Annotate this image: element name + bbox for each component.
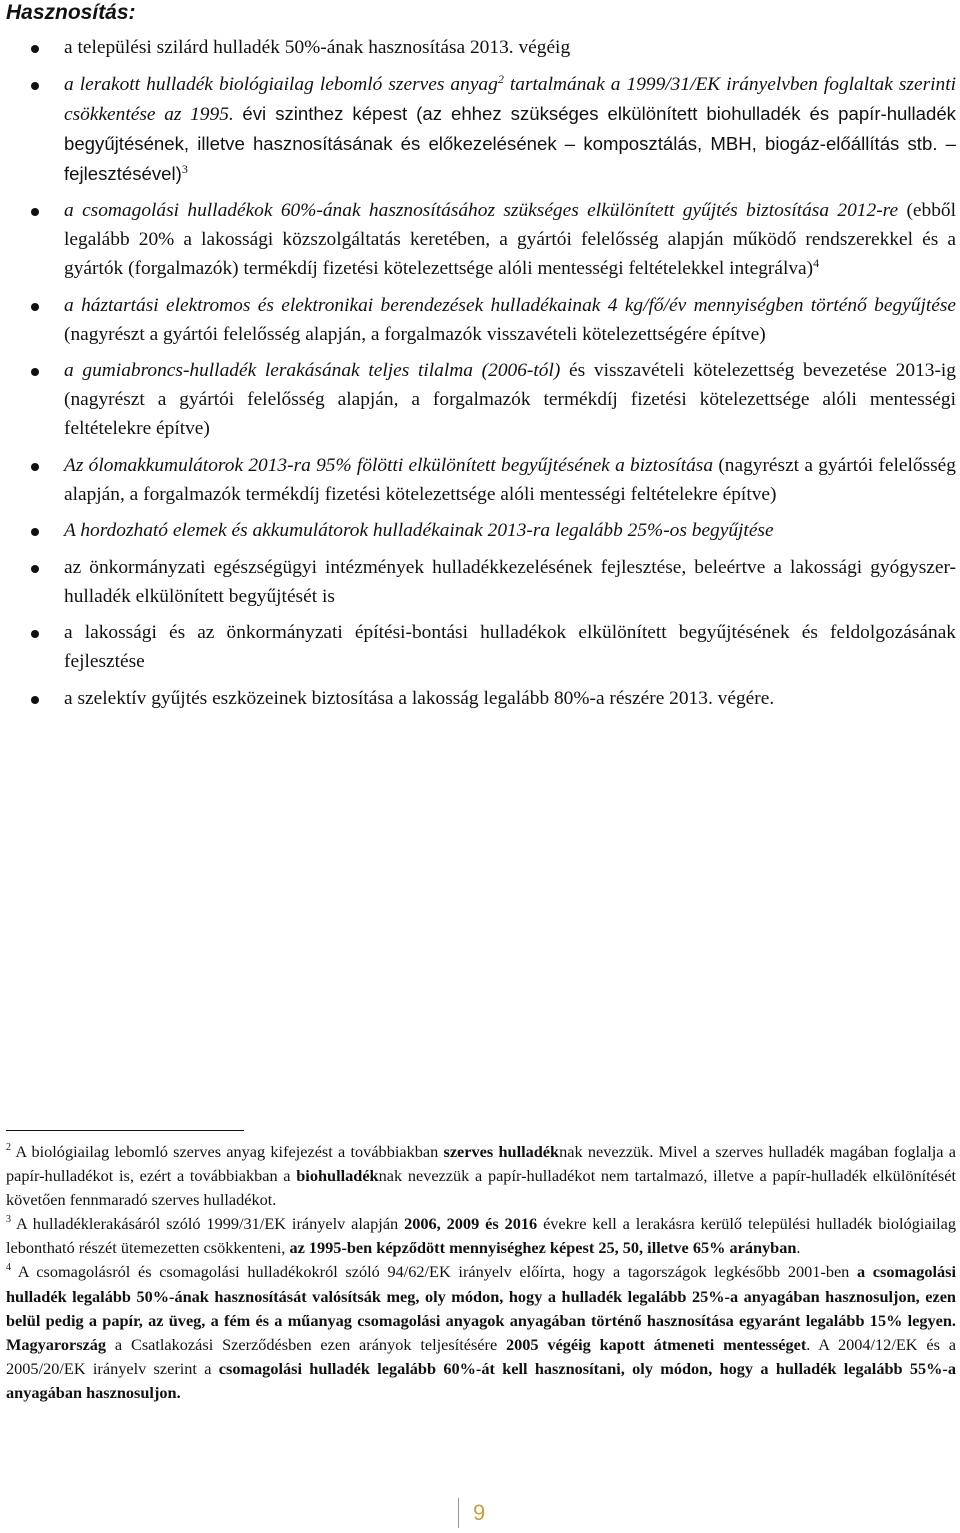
item-text: és visszavételi kötelezettség bevezetése 2013-ig (nagyrészt a gyártói felelősség alapján, a forgalmazók termékdíj fizetési kötelezettsége alóli mentességi feltételekre építve) xyxy=(64,360,956,439)
footnote-text-bold: 2006, 2009 és 2016 xyxy=(404,1214,538,1234)
footnote-text: . xyxy=(796,1238,801,1258)
item-text: fejlesztésével) xyxy=(64,162,182,184)
item-text-italic: a gumiabroncs-hulladék lerakásának teljes tilalma (2006-tól) xyxy=(64,360,561,381)
item-text-italic: tartalmának a 1999/31/EK irányelvben foglaltak szerinti csökkentése az 1995. xyxy=(64,73,956,125)
bullet-icon xyxy=(31,45,39,53)
list-item xyxy=(64,684,956,713)
item-text: az önkormányzati egészségügyi intézmények hulladékkezelésének fejlesztése, beleértve a lakossági gyógyszer-hulladék elkülönített begyűjtését is xyxy=(64,556,956,607)
list-item xyxy=(64,70,956,189)
item-text-italic: a lerakott hulladék biológiailag lebomló szerves anyag xyxy=(64,73,498,95)
footnote-number: 2 xyxy=(6,1142,11,1153)
footnote-text-bold: biohulladék xyxy=(296,1166,379,1186)
item-text: (nagyrészt a gyártói felelősség alapján, a forgalmazók termékdíj fizetési kötelezettsége alóli mentességi feltételekre építve) xyxy=(64,454,956,505)
footnote-text: A hulladéklerakásáról szóló 1999/31/EK irányelv alapján xyxy=(11,1214,405,1234)
bullet-icon xyxy=(31,82,39,90)
item-text: a szelektív gyűjtés eszközeinek biztosítása a lakosság legalább 80%-a részére 2013. végére. xyxy=(64,687,775,709)
bullet-icon xyxy=(31,208,39,216)
footnote xyxy=(6,1140,956,1212)
item-text: évi szinthez képest (az ehhez szükséges elkülönített biohulladék és papír-hulladék begyűjtésének, illetve hasznosításának és előkezelésének – komposztálás, MBH, biogáz-előállítás stb. – xyxy=(64,102,956,154)
footnote-text: . A 2004/12/EK és a 2005/20/EK irányelv szerint a xyxy=(6,1334,956,1378)
bullet-icon xyxy=(31,630,39,638)
footnote-number: 4 xyxy=(6,1262,11,1274)
footnote-text-bold: az 1995-ben képződött mennyiséghez képest 25, 50, illetve 65% arányban xyxy=(289,1238,797,1258)
list-item xyxy=(64,618,956,676)
list-item xyxy=(64,553,956,611)
item-text: (nagyrészt a gyártói felelősség alapján, a forgalmazók visszavételi kötelezettségére építve) xyxy=(64,323,766,345)
item-text: a lakossági és az önkormányzati építési-bontási hulladékok elkülönített begyűjtésének és feldolgozásának fejlesztése xyxy=(64,622,956,672)
list-item xyxy=(64,516,956,545)
list-item xyxy=(64,356,956,443)
bullet-icon xyxy=(31,696,39,704)
footnote-text-bold: a csomagolási hulladék legalább 50%-ának hasznosítását valósítsák meg, oly módon, hogy a hulladék legalább 25%-a anyagában hasznosuljon, ezen belül pedig a papír, az üveg, a fém és a műanyag csomagolási anyagok anyagában történő hasznosítása egyaránt legalább 15% legyen. xyxy=(6,1262,956,1330)
footnote-separator xyxy=(6,1130,244,1131)
footnote-text: nak nevezzük. Mivel a szerves hulladék magában foglalja a papír-hulladékot is, ezért a továbbiakban a xyxy=(6,1142,956,1186)
bullet-icon xyxy=(31,368,39,376)
list-item xyxy=(64,196,956,283)
list-item xyxy=(64,451,956,509)
footnote-text: A biológiailag lebomló szerves anyag kifejezést a továbbiakban xyxy=(11,1142,444,1161)
bullet-icon xyxy=(31,463,39,471)
section-heading: Hasznosítás: xyxy=(6,1,136,24)
item-text-italic: a háztartási elektromos és elektronikai berendezések hulladékainak 4 kg/fő/év mennyiségben történő begyűjtése xyxy=(64,294,956,316)
list-item xyxy=(64,291,956,349)
bullet-icon xyxy=(31,303,39,311)
footnote-text: évekre kell a lerakásra kerülő települési hulladék biológiailag lebontható részét ütemezetten csökkenteni, xyxy=(6,1214,957,1258)
bullet-icon xyxy=(31,565,39,573)
footnote xyxy=(6,1212,956,1260)
footnote xyxy=(6,1260,956,1405)
footnote-text: A csomagolásról és csomagolási hulladékokról szóló 94/62/EK irányelv előírta, hogy a tagországok legkésőbb 2001-ben xyxy=(11,1262,857,1282)
footnote-ref: 4 xyxy=(813,256,820,270)
item-text-italic: a csomagolási hulladékok 60%-ának hasznosításához szükséges elkülönített gyűjtés biztosítása 2012-re xyxy=(64,200,899,221)
footnote-text-bold: Magyarország xyxy=(6,1334,107,1354)
item-text: (ebből legalább 20% a lakossági közszolgáltatás keretében, a gyártói felelősség alapján működő rendszerekkel és a gyártók (forgalmazók) termékdíj fizetési kötelezettsége alóli mentességi feltételekkel integrálva) xyxy=(64,200,956,279)
goals-list xyxy=(64,33,956,720)
bullet-icon xyxy=(31,528,39,536)
footnote-text-bold: csomagolási hulladék legalább 60%-át kell hasznosítani, oly módon, hogy a hulladék legalább 55%-a anyagában hasznosuljon. xyxy=(6,1358,956,1402)
footnote-text: a Csatlakozási Szerződésben ezen arányok teljesítésére xyxy=(106,1334,506,1354)
item-text: a települési szilárd hulladék 50%-ának hasznosítása 2013. végéig xyxy=(64,37,571,58)
footnote-text-bold: 2005 végéig kapott átmeneti mentességet xyxy=(506,1334,807,1354)
item-text-italic: Az ólomakkumulátorok 2013-ra 95% fölötti elkülönített begyűjtésének a biztosítása xyxy=(64,454,714,476)
item-text-italic: A hordozható elemek és akkumulátorok hulladékainak 2013-ra legalább 25%-os begyűjtése xyxy=(64,520,774,541)
footnotes xyxy=(6,1140,956,1405)
footnote-text: nak nevezzük a papír-hulladékot nem tartalmazó, illetve a papír-hulladék elkülönítését követően fennmaradó szerves hulladékot. xyxy=(6,1166,956,1210)
footnote-ref: 2 xyxy=(497,71,504,86)
list-item xyxy=(64,33,956,62)
footnote-number: 3 xyxy=(6,1214,11,1226)
page-number: 9 xyxy=(458,1498,498,1528)
footnote-text-bold: szerves hulladék xyxy=(443,1142,560,1161)
footnote-ref: 3 xyxy=(181,161,188,176)
